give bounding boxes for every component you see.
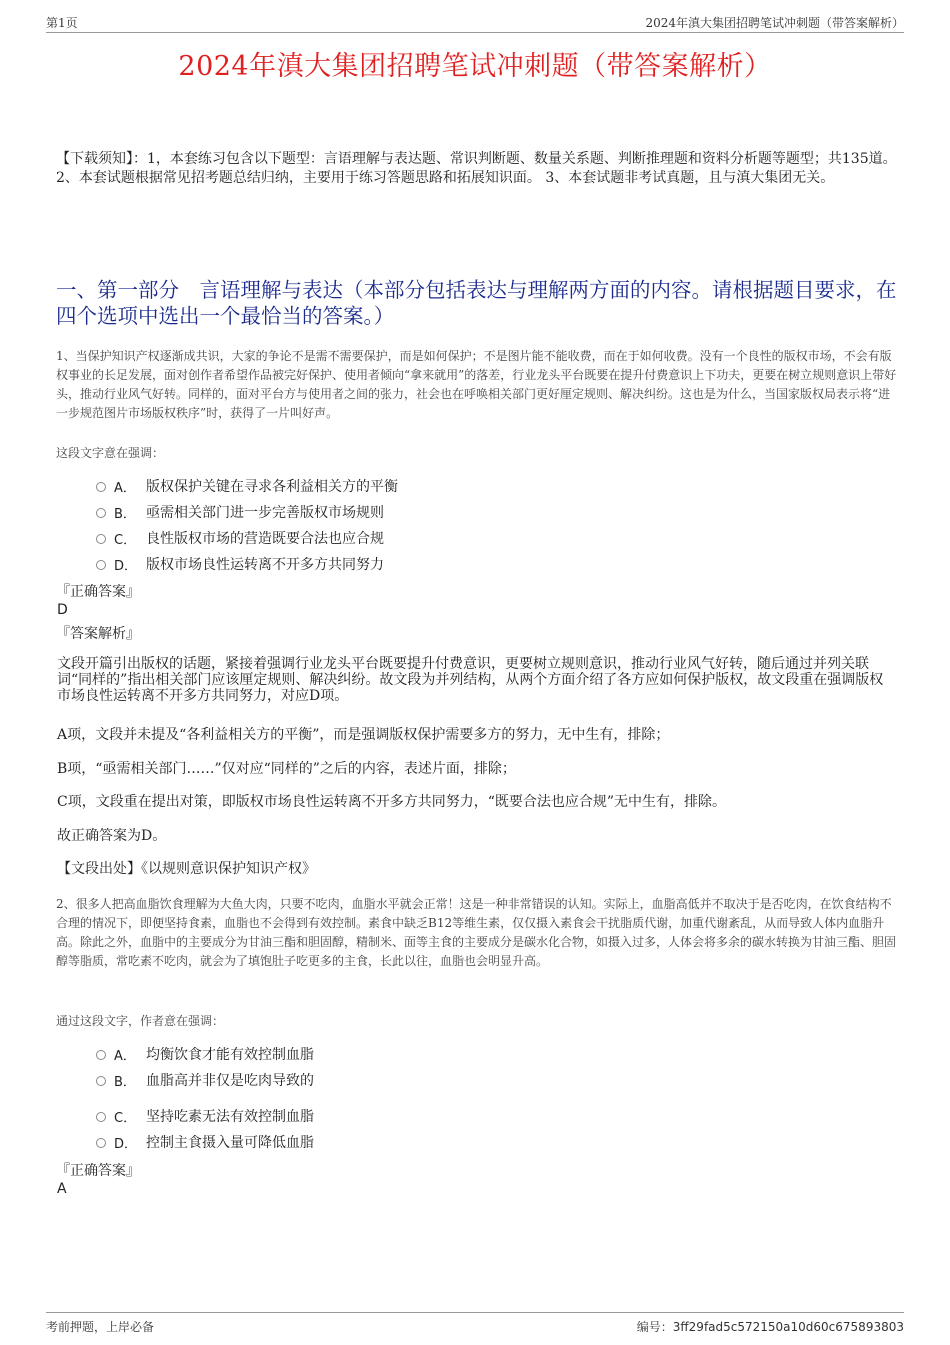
question-1-analysis-label: 『答案解析』 xyxy=(56,626,140,642)
option-letter: D． xyxy=(114,558,138,574)
question-1-analysis-conclusion: 故正确答案为D。 xyxy=(57,828,167,844)
question-2-prompt: 通过这段文字，作者意在强调： xyxy=(56,1014,225,1028)
option-text: 控制主食摄入量可降低血脂 xyxy=(146,1135,314,1151)
option-text: 良性版权市场的营造既要合法也应合规 xyxy=(146,531,384,547)
question-1-analysis-b: B项，“亟需相关部门……”仅对应“同样的”之后的内容，表述片面，排除； xyxy=(57,761,516,777)
question-2-option-b[interactable] xyxy=(96,1070,314,1090)
question-1-analysis-a: A项，文段并未提及“各利益相关方的平衡”，而是强调版权保护需要多方的努力，无中生有，排除； xyxy=(57,727,670,743)
question-2-answer-label: 『正确答案』 xyxy=(56,1163,140,1179)
option-letter: B． xyxy=(114,506,136,522)
option-text: 坚持吃素无法有效控制血脂 xyxy=(146,1109,314,1125)
document-title: 2024年滇大集团招聘笔试冲刺题（带答案解析） xyxy=(178,51,772,82)
option-letter: A． xyxy=(114,1048,136,1064)
question-1-option-b[interactable] xyxy=(96,502,384,522)
question-1-option-d[interactable] xyxy=(96,554,384,574)
section-heading: 一、第一部分 言语理解与表达（本部分包括表达与理解两方面的内容。请根据题目要求，在四个选项中选出一个最恰当的答案。） xyxy=(56,278,897,328)
question-1-analysis-c: C项，文段重在提出对策，即版权市场良性运转离不开多方共同努力，“既要合法也应合规”无中生有，排除。 xyxy=(57,794,727,810)
radio-icon[interactable] xyxy=(96,482,106,492)
option-text: 均衡饮食才能有效控制血脂 xyxy=(146,1047,314,1063)
page-number: 第1页 xyxy=(46,16,78,30)
option-letter: D． xyxy=(114,1136,138,1152)
page-header xyxy=(46,14,904,33)
question-1-source: 【文段出处】《以规则意识保护知识产权》 xyxy=(57,861,316,877)
radio-icon[interactable] xyxy=(96,1138,106,1148)
radio-icon[interactable] xyxy=(96,1112,106,1122)
radio-icon[interactable] xyxy=(96,1076,106,1086)
question-1-passage: 1、当保护知识产权逐渐成共识，大家的争论不是需不需要保护，而是如何保护；不是图片能不能收费，而在于如何收费。没有一个良性的版权市场，不会有版权事业的长足发展，面对创作者希望作品被完好保护、使用者倾向“拿来就用”的落差，行业龙头平台既要在提升付费意识上下功夫，更要在树立规则意识上带好头，推动行业风气好转。同样的，面对平台方与使用者之间的张力，社会也在呼唤相关部门更好厘定规则、解决纠纷。这也是为什么，当国家版权局表示将“进一步规范图片市场版权秩序”时，获得了一片叫好声。 xyxy=(56,349,897,420)
question-1-prompt: 这段文字意在强调： xyxy=(56,446,165,460)
footer-slogan: 考前押题，上岸必备 xyxy=(46,1320,155,1334)
option-text: 亟需相关部门进一步完善版权市场规则 xyxy=(146,505,384,521)
option-text: 版权保护关键在寻求各利益相关方的平衡 xyxy=(146,479,398,495)
option-letter: C． xyxy=(114,532,137,548)
download-notice: 【下载须知】：1，本套练习包含以下题型：言语理解与表达题、常识判断题、数量关系题、判断推理题和资料分析题等题型；共135道。 2、本套试题根据常见招考题总结归纳，主要用于练习答题思路和拓展知识面。 3、本套试题非考试真题，且与滇大集团无关。 xyxy=(56,151,897,186)
option-letter: A． xyxy=(114,480,136,496)
radio-icon[interactable] xyxy=(96,534,106,544)
radio-icon[interactable] xyxy=(96,508,106,518)
question-2-answer: A xyxy=(57,1181,67,1197)
option-letter: C． xyxy=(114,1110,137,1126)
footer-code xyxy=(637,1318,904,1335)
option-text: 血脂高并非仅是吃肉导致的 xyxy=(146,1073,314,1089)
question-1-analysis-main: 文段开篇引出版权的话题，紧接着强调行业龙头平台既要提升付费意识，更要树立规则意识，推动行业风气好转，随后通过并列关联词“同样的”指出相关部门应该厘定规则、解决纠纷。故文段为并列结构，从两个方面介绍了各方应如何保护版权，故文段重在强调版权市场良性运转离不开多方共同努力，对应D项。 xyxy=(57,656,884,704)
question-2-option-c[interactable] xyxy=(96,1106,314,1126)
question-1-answer: D xyxy=(57,602,68,618)
question-1-option-a[interactable] xyxy=(96,476,398,496)
footer-code-value: 3ff29fad5c572150a10d60c675893803 xyxy=(672,1320,904,1334)
footer-code-label: 编号： xyxy=(636,1320,673,1334)
page-footer xyxy=(46,1312,904,1335)
option-text: 版权市场良性运转离不开多方共同努力 xyxy=(146,557,384,573)
header-doc-title: 2024年滇大集团招聘笔试冲刺题（带答案解析） xyxy=(645,16,904,30)
radio-icon[interactable] xyxy=(96,560,106,570)
question-2-option-d[interactable] xyxy=(96,1132,314,1152)
question-1-answer-label: 『正确答案』 xyxy=(56,584,140,600)
question-2-passage: 2、很多人把高血脂饮食理解为大鱼大肉，只要不吃肉，血脂水平就会正常！这是一种非常错误的认知。实际上，血脂高低并不取决于是否吃肉，在饮食结构不合理的情况下，即便坚持食素，血脂也不会得到有效控制。素食中缺乏B12等维生素，仅仅摄入素食会干扰脂质代谢，加重代谢紊乱，从而导致人体内血脂升高。除此之外，血脂中的主要成分为甘油三酯和胆固醇，精制米、面等主食的主要成分是碳水化合物，如摄入过多，人体会将多余的碳水转换为甘油三酯、胆固醇等脂质，常吃素不吃肉，就会为了填饱肚子吃更多的主食，长此以往，血脂也会明显升高。 xyxy=(56,897,897,968)
question-2-option-a[interactable] xyxy=(96,1044,314,1064)
option-letter: B． xyxy=(114,1074,136,1090)
radio-icon[interactable] xyxy=(96,1050,106,1060)
question-1-option-c[interactable] xyxy=(96,528,384,548)
